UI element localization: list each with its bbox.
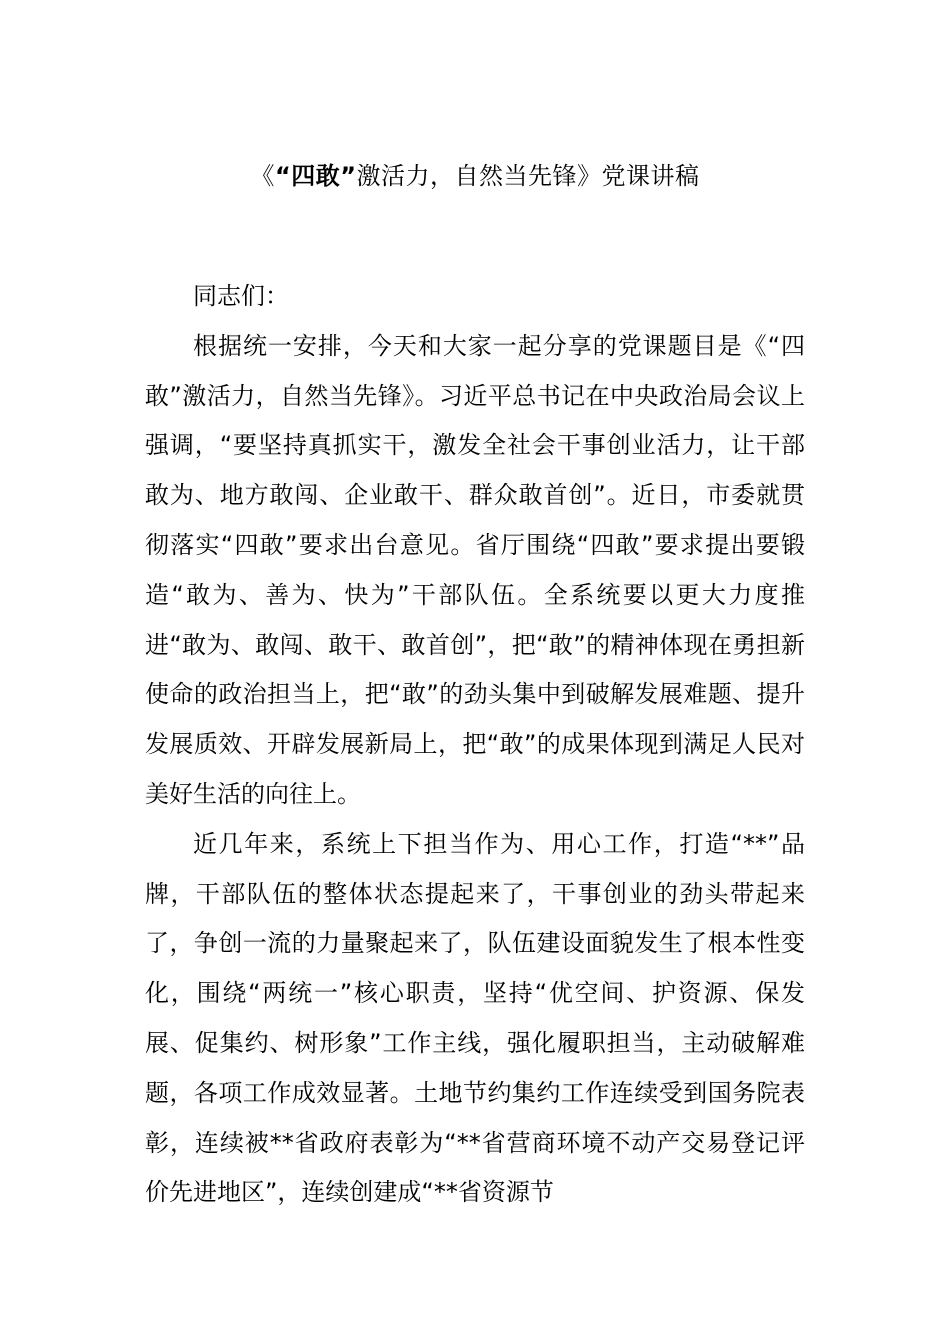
title-rest: 激活力，自然当先锋》党课讲稿 bbox=[356, 162, 700, 190]
document-body bbox=[145, 272, 805, 1218]
title-bold-quote: “四敢” bbox=[274, 162, 357, 190]
title-open-bracket: 《 bbox=[250, 162, 275, 190]
document-title bbox=[0, 158, 950, 194]
paragraph-1: 根据统一安排，今天和大家一起分享的党课题目是《“四敢”激活力，自然当先锋》。习近平总书记在中央政治局会议上强调，“要坚持真抓实干，激发全社会干事创业活力，让干部敢为、地方敢闯、企业敢干、群众敢首创”。近日，市委就贯彻落实“四敢”要求出台意见。省厅围绕“四敢”要求提出要锻造“敢为、善为、快为”干部队伍。全系统要以更大力度推进“敢为、敢闯、敢干、敢首创”，把“敢”的精神体现在勇担新使命的政治担当上，把“敢”的劲头集中到破解发展难题、提升发展质效、开辟发展新局上，把“敢”的成果体现到满足人民对美好生活的向往上。 bbox=[145, 331, 805, 808]
paragraph-2: 近几年来，系统上下担当作为、用心工作，打造“**”品牌，干部队伍的整体状态提起来了，干事创业的劲头带起来了，争创一流的力量聚起来了，队伍建设面貌发生了根本性变化，围绕“两统一”核心职责，坚持“优空间、护资源、保发展、促集约、树形象”工作主线，强化履职担当，主动破解难题，各项工作成效显著。土地节约集约工作连续受到国务院表彰，连续被**省政府表彰为“**省营商环境不动产交易登记评价先进地区”，连续创建成“**省资源节 bbox=[145, 829, 805, 1207]
greeting: 同志们： bbox=[193, 282, 289, 310]
